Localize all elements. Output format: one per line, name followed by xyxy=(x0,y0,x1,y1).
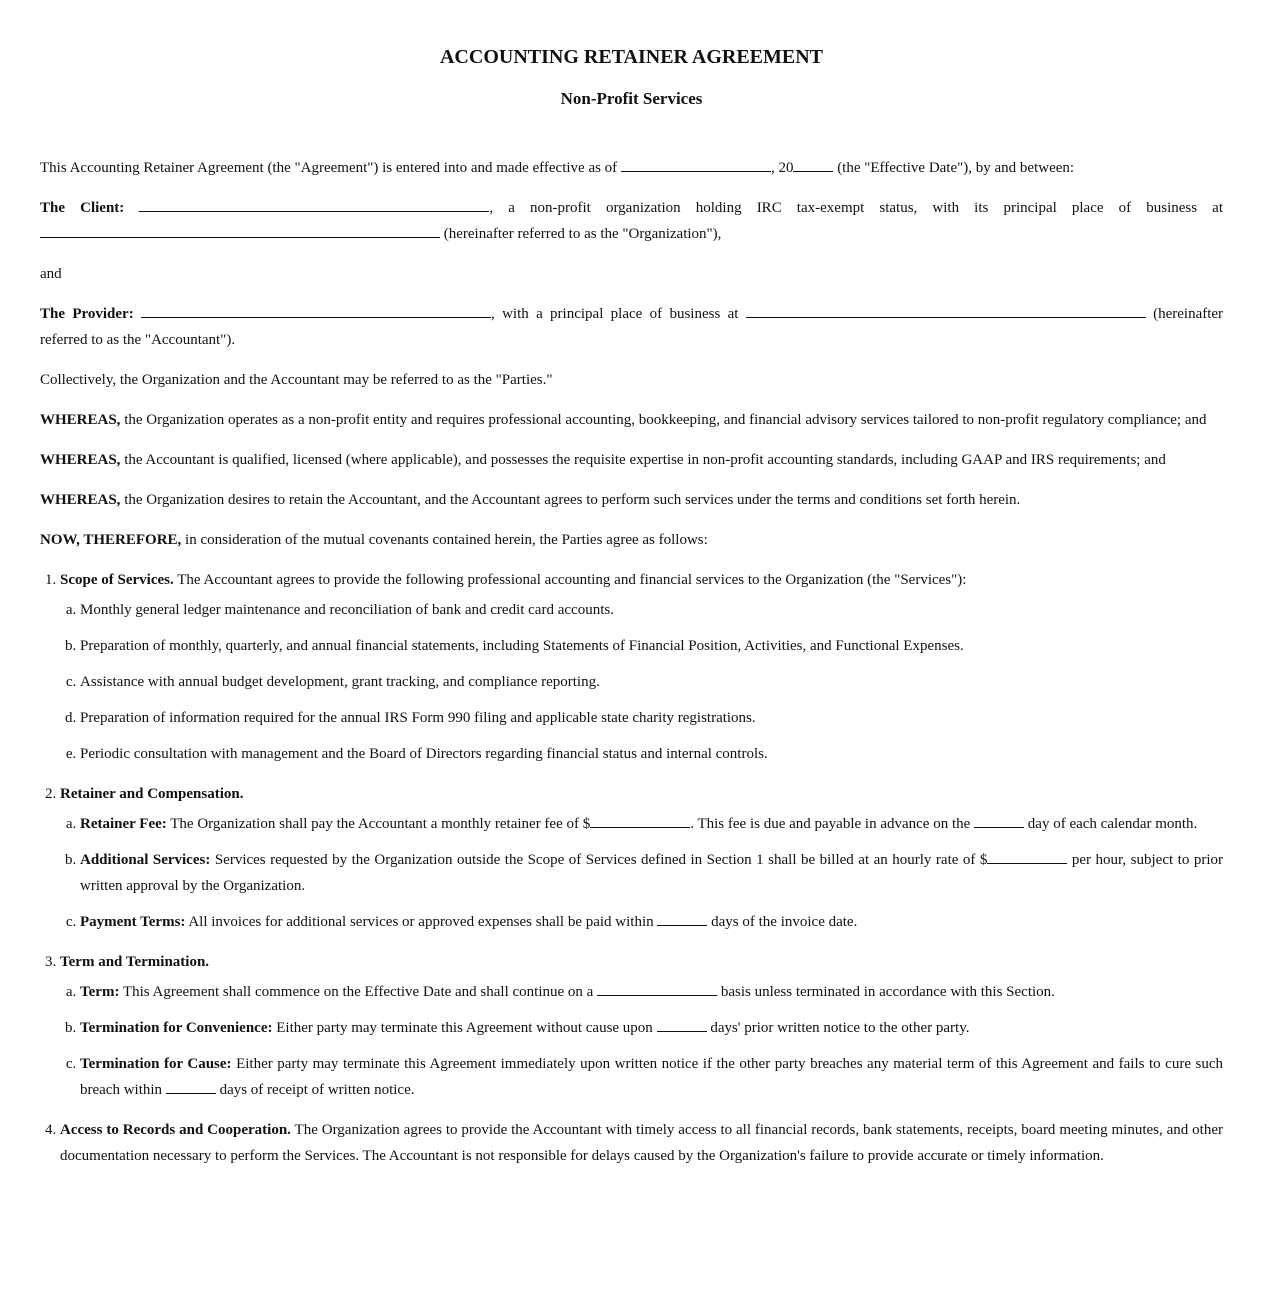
whereas-paragraph-2: WHEREAS, the Accountant is qualified, licensed (where applicable), and possesses the requisite expertise in non-profit accounting standards, including GAAP and IRS requirements; and xyxy=(40,452,1166,468)
whereas-paragraph-3: WHEREAS, the Organization desires to retain the Accountant, and the Accountant agrees to perform such services under the terms and conditions set forth herein. xyxy=(40,492,1021,508)
termination-cause-item: c. Termination for Cause: Either party may terminate this Agreement immediately upon written notice if the other party breaches any material term of this Agreement and fails to cure such breach within days of receipt of written notice. xyxy=(80,1051,1223,1103)
list-item: e. Periodic consultation with management and the Board of Directors regarding financial status and internal controls. xyxy=(80,741,1223,767)
section-term-termination: 3. Term and Termination. a. Term: This Agreement shall commence on the Effective Date and shall continue on a basis unless terminated in accordance with this Section. b. Termination for Convenience: Either party may terminate this Agreement without cause upon days' prior written notice to the other party. c. Termination for Cause: Either party may terminate this Agreement immediately upon written notice if the other party breaches any material term of this Agreement and fails to cure such breach within days of receipt of written notice. xyxy=(60,949,1223,1103)
term-item: a. Term: This Agreement shall commence on the Effective Date and shall continue on a basis unless terminated in accordance with this Section. xyxy=(80,979,1223,1005)
list-item: d. Preparation of information required for the annual IRS Form 990 filing and applicable state charity registrations. xyxy=(80,705,1223,731)
and-text: and xyxy=(40,266,62,282)
notice-days-blank[interactable] xyxy=(657,1017,707,1032)
client-address-blank[interactable] xyxy=(40,223,440,238)
document-subtitle: Non-Profit Services xyxy=(560,89,703,108)
provider-address-blank[interactable] xyxy=(746,303,1146,318)
term-basis-blank[interactable] xyxy=(597,981,717,996)
due-day-blank[interactable] xyxy=(974,813,1024,828)
payment-terms-item: c. Payment Terms: All invoices for additional services or approved expenses shall be paid within days of the invoice date. xyxy=(80,909,1223,935)
section-scope-of-services: 1. Scope of Services. The Accountant agrees to provide the following professional accounting and financial services to the Organization (the "Services"): a. Monthly general ledger maintenance and reconciliation of bank and credit card accounts. b. Preparation of monthly, quarterly, and annual financial statements, including Statements of Financial Position, Activities, and Functional Expenses. c. Assistance with annual budget development, grant tracking, and compliance reporting. d. Preparation of information required for the annual IRS Form 990 filing and applicable state charity registrations. e. Periodic consultation with management and the Board of Directors regarding financial status and internal controls. xyxy=(60,567,1223,767)
cure-days-blank[interactable] xyxy=(166,1079,216,1094)
section-retainer-compensation: 2. Retainer and Compensation. a. Retainer Fee: The Organization shall pay the Accountant a monthly retainer fee of $ . This fee is due and payable in advance on the day of each calendar month. b. Additional Services: Services requested by the Organization outside the Scope of Services defined in Section 1 shall be billed at an hourly rate of $ per hour, subject to prior written approval by the Organization. c. Payment Terms: All invoices for additional services or approved expenses shall be paid within days of the invoice date. xyxy=(60,781,1223,935)
termination-convenience-item: b. Termination for Convenience: Either party may terminate this Agreement without cause upon days' prior written notice to the other party. xyxy=(80,1015,1223,1041)
client-paragraph: The Client: , a non-profit organization holding IRC tax-exempt status, with its principal place of business at (hereinafter referred to as the "Organization"), xyxy=(40,195,1223,247)
list-item: b. Preparation of monthly, quarterly, and annual financial statements, including Statements of Financial Position, Activities, and Functional Expenses. xyxy=(80,633,1223,659)
sections-list xyxy=(40,567,1223,1169)
provider-label: The Provider: xyxy=(40,306,134,322)
collectively-paragraph: Collectively, the Organization and the Accountant may be referred to as the "Parties." xyxy=(40,372,553,388)
retainer-fee-blank[interactable] xyxy=(590,813,690,828)
effective-date-blank[interactable] xyxy=(621,157,771,172)
therefore-paragraph: NOW, THEREFORE, in consideration of the mutual covenants contained herein, the Parties agree as follows: xyxy=(40,532,708,548)
additional-services-item: b. Additional Services: Services requested by the Organization outside the Scope of Services defined in Section 1 shall be billed at an hourly rate of $ per hour, subject to prior written approval by the Organization. xyxy=(80,847,1223,899)
provider-paragraph: The Provider: , with a principal place of business at (hereinafter referred to as the "Accountant"). xyxy=(40,301,1223,353)
document-title: ACCOUNTING RETAINER AGREEMENT xyxy=(439,46,823,68)
whereas-paragraph-1: WHEREAS, the Organization operates as a non-profit entity and requires professional accounting, bookkeeping, and financial advisory services tailored to non-profit regulatory compliance; and xyxy=(40,412,1207,428)
effective-year-blank[interactable] xyxy=(793,157,833,172)
retainer-fee-item: a. Retainer Fee: The Organization shall pay the Accountant a monthly retainer fee of $ . This fee is due and payable in advance on the day of each calendar month. xyxy=(80,811,1223,837)
list-item: a. Monthly general ledger maintenance and reconciliation of bank and credit card accounts. xyxy=(80,597,1223,623)
list-item: c. Assistance with annual budget development, grant tracking, and compliance reporting. xyxy=(80,669,1223,695)
document-body xyxy=(40,155,1223,1183)
client-label: The Client: xyxy=(40,200,125,216)
section-access-records: 4. Access to Records and Cooperation. The Organization agrees to provide the Accountant with timely access to all financial records, bank statements, receipts, board meeting minutes, and other documentation necessary to perform the Services. The Accountant is not responsible for delays caused by the Organization's failure to provide accurate or timely information. xyxy=(60,1117,1223,1169)
hourly-rate-blank[interactable] xyxy=(987,849,1067,864)
provider-name-blank[interactable] xyxy=(141,303,491,318)
client-name-blank[interactable] xyxy=(139,197,489,212)
payment-days-blank[interactable] xyxy=(657,911,707,926)
scope-items xyxy=(60,597,1223,767)
intro-paragraph: This Accounting Retainer Agreement (the "Agreement") is entered into and made effective as of , 20 (the "Effective Date"), by and between: xyxy=(40,155,1223,181)
